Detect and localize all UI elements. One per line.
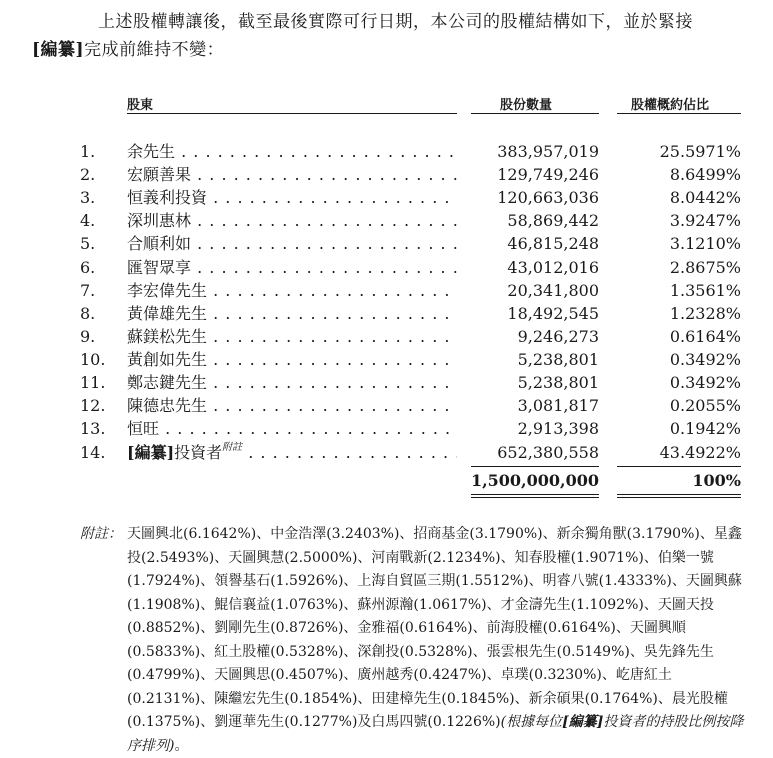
investor-label: 投資者	[174, 443, 223, 462]
row-percentage: 2.8675%	[669, 257, 741, 277]
row-number: 11.	[80, 373, 106, 392]
total-bottom-rule-2-shares	[471, 497, 599, 498]
row-percentage: 0.3492%	[669, 349, 741, 369]
row-number: 8.	[80, 303, 96, 323]
row-percentage: 43.4922%	[659, 443, 741, 462]
row-percentage: 1.3561%	[669, 280, 741, 300]
footnote-text: 天圖興北(6.1642%)、中金浩澤(3.2403%)、招商基金(3.1790%)、新余獨角獸(3.1790%)、星鑫投(2.5493%)、天圖興慧(2.5000%)、河南戰新(2.1234%)、知春股權(1.9071%)、伯樂一號(1.7924%)、領譽基石(1.5926%)、上海自貿區三期(1.5512%)、明睿八號(1.4333%)、天圖興蘇(1.1908%)、鯤信襄益(1.0763%)、蘇州源瀚(1.0617%)、才金濤先生(1.1092%)、天圖天投(0.8852%)、劉剛先生(0.8726%)、金雅福(0.6164%)、前海股權(0.6164%)、天圖興順(0.5833%)、紅土股權(0.5328%)、深創投(0.5328%)、張雲根先生(0.5149%)、吳先鋒先生(0.4799%)、天圖興思(0.4507%)、廣州越秀(0.4247%)、卓璞(0.3230%)、屹唐紅土(0.2131%)、陳繼宏先生(0.1854%)、田建樟先生(0.1845%)、新余碩果(0.1764%)、晨光股權(0.1375%)、劉運華先生(0.1277%)及白馬四號(0.1226%)	[127, 526, 742, 730]
row-percentage: 3.1210%	[669, 234, 741, 254]
row-name: 鄭志鍵先生 . . .	[127, 371, 457, 394]
total-top-rule-percentage	[617, 466, 741, 467]
table-row	[0, 371, 773, 394]
row-shares: 383,957,019	[497, 142, 599, 161]
row-shares: 5,238,801	[517, 349, 599, 369]
row-number: 5.	[80, 234, 96, 254]
table-row	[0, 163, 773, 186]
footnote	[80, 523, 745, 758]
intro-redacted-marker: [編纂]	[32, 40, 85, 60]
row-percentage: 0.1942%	[669, 419, 741, 439]
row-shares: 18,492,545	[507, 303, 599, 323]
table-row	[0, 279, 773, 302]
total-top-rule-shares	[471, 466, 599, 467]
footnote-italic-2: 投資者的持股比例按降序排列)	[127, 714, 744, 754]
row-shares: 46,815,248	[507, 234, 599, 254]
row-percentage: 0.2055%	[669, 396, 741, 416]
total-percentage: 100%	[692, 471, 741, 490]
total-bottom-rule-1-shares	[471, 494, 599, 495]
table-row	[0, 140, 773, 163]
row-number: 1.	[80, 142, 96, 161]
row-name: 余先生 . . .	[127, 140, 457, 163]
intro-text-2: 完成前維持不變：	[84, 40, 225, 60]
row-name: 恒義利投資 . . .	[127, 186, 457, 209]
row-percentage: 1.2328%	[669, 303, 741, 323]
row-name: 蘇鎂松先生 . . .	[127, 325, 457, 348]
table-row	[0, 417, 773, 440]
row-number: 6.	[80, 257, 96, 277]
total-bottom-rule-1-percentage	[617, 494, 741, 495]
row-shares: 58,869,442	[507, 211, 599, 231]
row-number: 4.	[80, 211, 96, 231]
row-name: 黃創如先生 . . .	[127, 348, 457, 371]
row-name: 恒旺 . . .	[127, 417, 457, 440]
row-name: 匯智眾享 . . .	[127, 256, 457, 279]
row-name: 李宏偉先生 . . .	[127, 279, 457, 302]
row-name: 宏願善果 . . .	[127, 163, 457, 186]
total-shares: 1,500,000,000	[470, 471, 599, 490]
row-name: 深圳惠林 . . .	[127, 209, 457, 232]
row-percentage: 0.3492%	[669, 373, 741, 392]
table-row	[0, 325, 773, 348]
row-number: 10.	[80, 349, 106, 369]
row-number: 7.	[80, 280, 96, 300]
row-number: 3.	[80, 188, 96, 208]
intro-text-1: 上述股權轉讓後，截至最後實際可行日期，本公司的股權結構如下，並於緊接	[98, 12, 693, 32]
row-shares: 20,341,800	[507, 280, 599, 300]
table-row	[0, 186, 773, 209]
row-shares: 43,012,016	[507, 257, 599, 277]
header-shareholder: 股東	[127, 98, 154, 113]
header-underline-shares	[471, 113, 599, 114]
header-underline-percentage	[617, 113, 741, 114]
intro-paragraph	[32, 8, 744, 64]
row-percentage: 0.6164%	[669, 326, 741, 346]
row-shares: 2,913,398	[517, 419, 599, 439]
table-row	[0, 209, 773, 232]
footnote-body	[127, 523, 745, 758]
header-percentage: 股權概約佔比	[631, 98, 710, 113]
footnote-redacted-marker: [編纂]	[562, 714, 604, 730]
table-row	[0, 256, 773, 279]
total-bottom-rule-2-percentage	[617, 497, 741, 498]
redacted-marker: [編纂]	[127, 443, 175, 462]
row-percentage: 8.0442%	[669, 188, 741, 208]
footnote-label: 附註：	[80, 526, 122, 542]
table-row	[0, 394, 773, 417]
footnote-end: 。	[174, 737, 189, 754]
table-row	[0, 441, 773, 464]
row-shares: 129,749,246	[497, 165, 599, 185]
table-row	[0, 232, 773, 255]
row-number: 13.	[80, 419, 106, 439]
row-name: 陳德忠先生 . . .	[127, 394, 457, 417]
row-percentage: 25.5971%	[659, 142, 741, 161]
row-number: 2.	[80, 165, 96, 185]
row-shares: 120,663,036	[497, 188, 599, 208]
row-name: 合順利如 . . .	[127, 232, 457, 255]
header-underline-shareholder	[127, 113, 457, 114]
row-percentage: 8.6499%	[669, 165, 741, 185]
table-row	[0, 302, 773, 325]
row-shares: 652,380,558	[497, 443, 599, 462]
row-number: 14.	[80, 443, 106, 462]
note-ref: 附註	[222, 442, 243, 453]
table-row	[0, 348, 773, 371]
row-number: 9.	[80, 326, 96, 346]
row-name	[127, 441, 457, 464]
row-name: 黃偉雄先生 . . .	[127, 302, 457, 325]
row-shares: 3,081,817	[517, 396, 599, 416]
footnote-italic-1: (根據每位	[500, 714, 563, 730]
header-shares: 股份數量	[500, 98, 553, 113]
row-shares: 5,238,801	[517, 373, 599, 392]
row-shares: 9,246,273	[517, 326, 599, 346]
row-percentage: 3.9247%	[669, 211, 741, 231]
row-number: 12.	[80, 396, 106, 416]
